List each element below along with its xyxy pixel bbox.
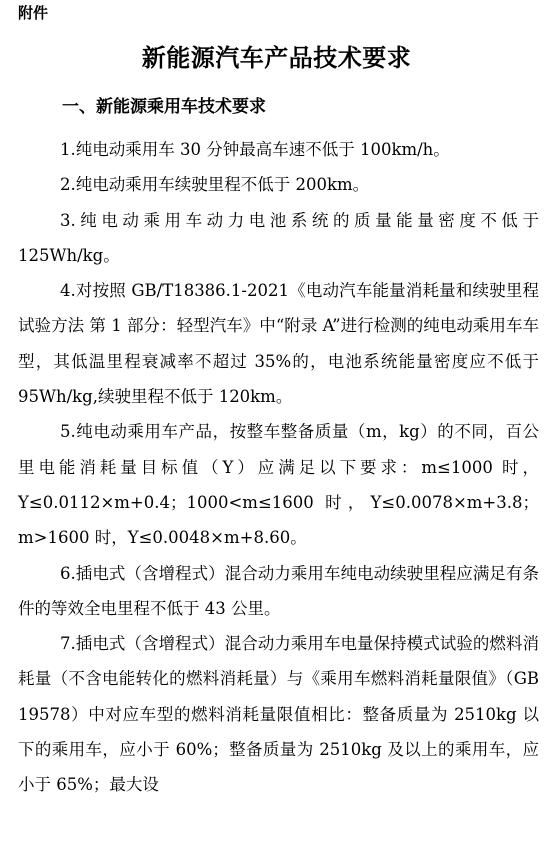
attachment-label: 附件 (18, 4, 49, 22)
section-heading: 一、新能源乘用车技术要求 (62, 97, 266, 117)
document-title: 新能源汽车产品技术要求 (141, 43, 412, 72)
paragraph-5: 5.纯电动乘用车产品，按整车整备质量（m，kg）的不同，百公里电能消耗量目标值（Y）应满足以下要求：m≤1000 时，Y≤0.0112×m+0.4；1000<m≤1600 时，Y≤0.0078×m+3.8；m>1600 时，Y≤0.0048×m+8.60。 (18, 422, 539, 548)
paragraph-7: 7.插电式（含增程式）混合动力乘用车电量保持模式试验的燃料消耗量（不含电能转化的燃料消耗量）与《乘用车燃料消耗量限值》（GB 19578）中对应车型的燃料消耗量限值相比：整备质量为 2510kg 以下的乘用车，应小于 60%；整备质量为 2510kg 及以上的乘用车，应小于 65%；最大设 (18, 634, 539, 795)
paragraph-3: 3.纯电动乘用车动力电池系统的质量能量密度不低于 125Wh/kg。 (18, 210, 539, 265)
paragraph-6: 6.插电式（含增程式）混合动力乘用车纯电动续驶里程应满足有条件的等效全电里程不低于 43 公里。 (18, 563, 539, 618)
document-body (18, 132, 539, 803)
paragraph-2: 2.纯电动乘用车续驶里程不低于 200km。 (60, 175, 370, 195)
paragraph-4: 4.对按照 GB/T18386.1-2021《电动汽车能量消耗量和续驶里程试验方法 第 1 部分：轻型汽车》中“附录 A”进行检测的纯电动乘用车车型，其低温里程衰减率不超过 35%的，电池系统能量密度应不低于 95Wh/kg,续驶里程不低于 120km。 (18, 281, 539, 407)
paragraph-1: 1.纯电动乘用车 30 分钟最高车速不低于 100km/h。 (60, 140, 450, 159)
